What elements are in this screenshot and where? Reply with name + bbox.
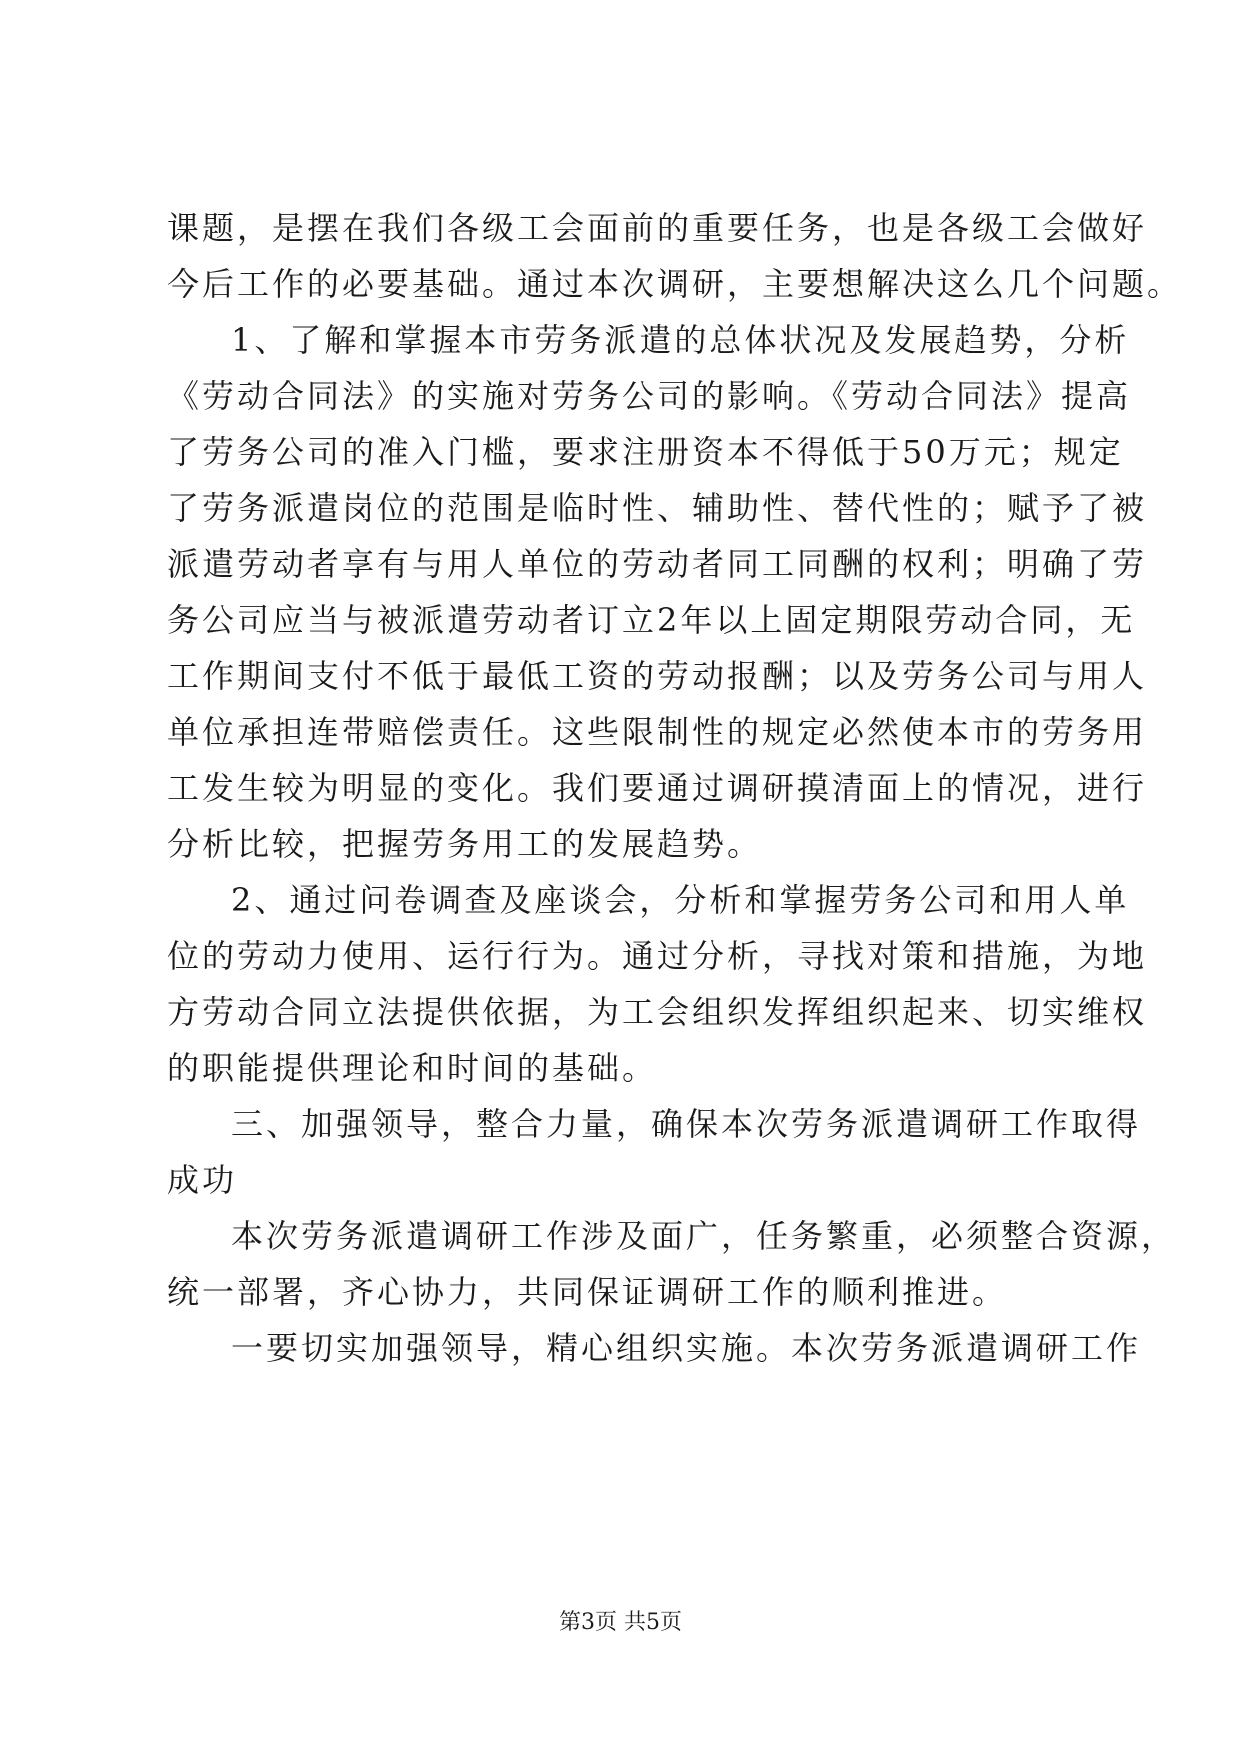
paragraph-line: 2、通过问卷调查及座谈会，分析和掌握劳务公司和用人单 xyxy=(231,881,1130,919)
paragraph-line: 分析比较，把握劳务用工的发展趋势。 xyxy=(167,825,763,863)
paragraph-line: 今后工作的必要基础。通过本次调研，主要想解决这么几个问题。 xyxy=(167,265,1183,303)
paragraph-line: 单位承担连带赔偿责任。这些限制性的规定必然使本市的劳务用 xyxy=(167,713,1148,751)
paragraph-line: 了劳务公司的准入门槛，要求注册资本不得低于50万元；规定 xyxy=(167,433,1124,471)
paragraph-line: 派遣劳动者享有与用人单位的劳动者同工同酬的权利；明确了劳 xyxy=(167,545,1148,583)
paragraph-line: 工作期间支付不低于最低工资的劳动报酬；以及劳务公司与用人 xyxy=(167,657,1148,695)
paragraph-line: 统一部署，齐心协力，共同保证调研工作的顺利推进。 xyxy=(167,1273,1008,1311)
paragraph-line: 1、了解和掌握本市劳务派遣的总体状况及发展趋势，分析 xyxy=(231,321,1130,359)
paragraph-line: 位的劳动力使用、运行行为。通过分析，寻找对策和措施，为地 xyxy=(167,937,1148,975)
section-heading-line: 三、加强领导，整合力量，确保本次劳务派遣调研工作取得 xyxy=(231,1105,1142,1143)
paragraph-line: 工发生较为明显的变化。我们要通过调研摸清面上的情况，进行 xyxy=(167,769,1148,807)
paragraph-line: 本次劳务派遣调研工作涉及面广，任务繁重，必须整合资源， xyxy=(231,1217,1177,1255)
paragraph-line: 的职能提供理论和时间的基础。 xyxy=(167,1049,658,1087)
page-number-footer: 第3页 共5页 xyxy=(559,1610,682,1635)
paragraph-line: 课题，是摆在我们各级工会面前的重要任务，也是各级工会做好 xyxy=(167,209,1148,247)
paragraph-line: 一要切实加强领导，精心组织实施。本次劳务派遣调研工作 xyxy=(231,1329,1142,1367)
paragraph-line: 务公司应当与被派遣劳动者订立2年以上固定期限劳动合同，无 xyxy=(167,601,1136,639)
paragraph-line: 《劳动合同法》的实施对劳务公司的影响。《劳动合同法》提高 xyxy=(167,377,1132,415)
paragraph-line: 方劳动合同立法提供依据，为工会组织发挥组织起来、切实维权 xyxy=(167,993,1148,1031)
section-heading-line: 成功 xyxy=(167,1161,238,1199)
paragraph-line: 了劳务派遣岗位的范围是临时性、辅助性、替代性的；赋予了被 xyxy=(167,489,1148,527)
